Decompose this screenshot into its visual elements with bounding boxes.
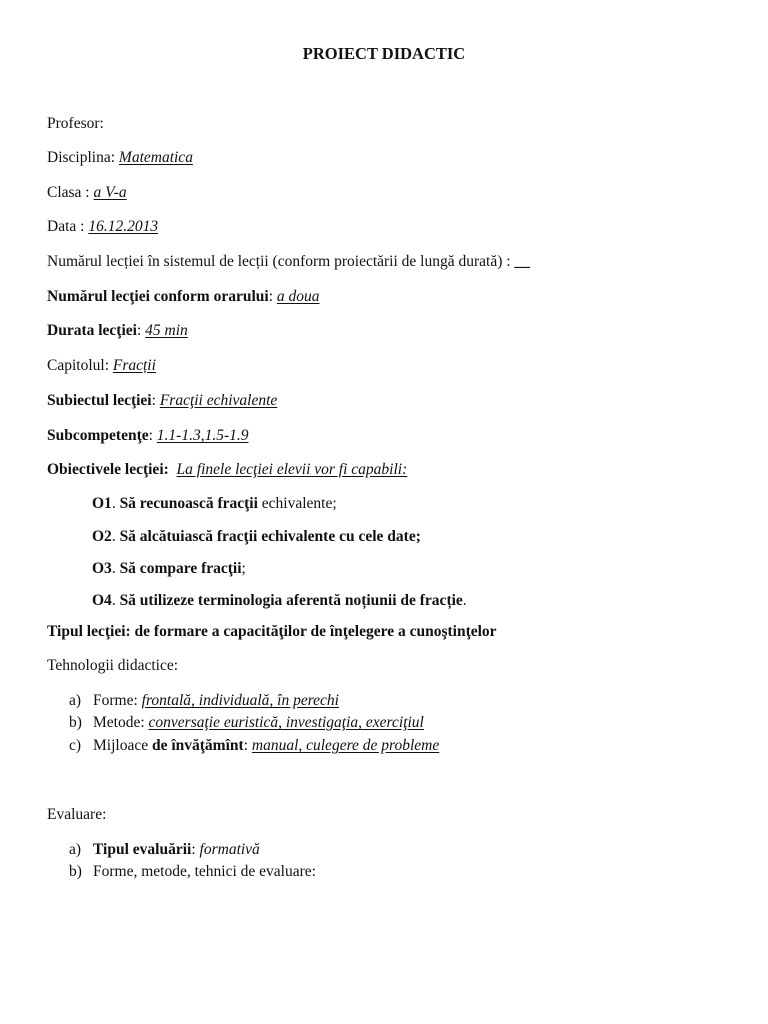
page-title: PROIECT DIDACTIC [302, 44, 466, 63]
clasa-label: Clasa : [47, 184, 94, 201]
evaluare-item-a [69, 840, 260, 860]
item-value: manual, culegere de probleme [251, 737, 440, 754]
data-label: Data : [47, 218, 89, 235]
durata-label: Durata lecţiei [47, 322, 137, 339]
tehnologii-heading [47, 656, 178, 676]
item-label-bold: de învăţămînt [148, 737, 244, 754]
profesor-line [47, 114, 104, 134]
nr-sistem-label: Numărul lecției în sistemul de lecții (conform proiectării de lungă durată) : [47, 253, 515, 270]
tipul-line [47, 622, 497, 642]
item-value: frontală, individuală, în perechi [141, 692, 339, 709]
objective-text-rest: . [462, 592, 467, 609]
list-marker: b) [69, 714, 82, 731]
nr-sistem-line [47, 252, 530, 272]
objective-o1 [92, 494, 337, 514]
objective-o4 [92, 591, 467, 611]
obiective-label: Obiectivele lecţiei: [47, 461, 169, 478]
item-value: formativă [199, 841, 260, 858]
nr-orar-line [47, 287, 320, 307]
subcompetente-sep: : [148, 427, 157, 444]
disciplina-line [47, 148, 193, 168]
objective-code: O3 [92, 560, 112, 577]
objective-code: O1 [92, 495, 112, 512]
clasa-line [47, 183, 127, 203]
objective-text: Să alcătuiască fracţii echivalente cu cele date; [119, 528, 421, 545]
item-label: Metode: [93, 714, 149, 731]
subcompetente-line [47, 426, 249, 446]
nr-orar-sep: : [268, 288, 277, 305]
capitolul-line [47, 356, 156, 376]
durata-sep: : [136, 322, 146, 339]
item-sep: : [243, 737, 252, 754]
disciplina-label: Disciplina: [47, 149, 119, 166]
capitolul-value: Fracții [112, 357, 156, 374]
obiective-value: La finele lecţiei elevii vor fi capabili: [176, 461, 408, 478]
item-sep: : [191, 841, 200, 858]
data-value: 16.12.2013 [88, 218, 159, 235]
durata-line [47, 321, 188, 341]
objective-sep: . [111, 528, 120, 545]
tipul-rest: : de formare a capacităţilor de înţelegere a cunoştinţelor [125, 623, 497, 640]
evaluare-label: Evaluare: [47, 806, 107, 823]
objective-o2 [92, 527, 421, 547]
item-label: Forme: [93, 692, 142, 709]
capitolul-label: Capitolul: [47, 357, 113, 374]
objective-code: O4 [92, 592, 112, 609]
durata-value: 45 min [145, 322, 188, 339]
objective-text-rest: ; [241, 560, 246, 577]
data-line [47, 217, 158, 237]
tehnologii-label: Tehnologii didactice: [47, 657, 179, 674]
profesor-label: Profesor: [47, 115, 104, 132]
subcompetente-value: 1.1-1.3,1.5-1.9 [156, 427, 249, 444]
subiectul-label: Subiectul lecţiei [47, 392, 152, 409]
list-marker: c) [69, 737, 82, 754]
objective-text: Să compare fracţii [119, 560, 242, 577]
subiectul-sep: : [151, 392, 160, 409]
subiectul-value: Fracţii echivalente [159, 392, 278, 409]
nr-orar-value: a doua [276, 288, 320, 305]
evaluare-heading [47, 805, 106, 825]
objective-text-rest: echivalente; [257, 495, 337, 512]
tehnologii-item-a [69, 691, 339, 711]
list-marker: a) [69, 841, 82, 858]
disciplina-value: Matematica [118, 149, 193, 166]
tehnologii-item-b [69, 713, 424, 733]
item-label: Mijloace [93, 737, 149, 754]
objective-sep: . [111, 560, 120, 577]
list-marker: a) [69, 692, 82, 709]
objective-code: O2 [92, 528, 112, 545]
evaluare-item-b [69, 862, 316, 882]
objective-sep: . [111, 592, 120, 609]
nr-orar-label: Numărul lecţiei conform orarului [47, 288, 269, 305]
subcompetente-label: Subcompetenţe [47, 427, 149, 444]
objective-o3 [92, 559, 246, 579]
item-label: Tipul evaluării [93, 841, 192, 858]
item-label: Forme, metode, tehnici de evaluare: [93, 863, 316, 880]
list-marker: b) [69, 863, 82, 880]
tipul-label: Tipul lecţiei [47, 623, 126, 640]
item-value: conversaţie euristică, investigaţia, exerciţiul [148, 714, 424, 731]
objective-sep: . [111, 495, 120, 512]
tehnologii-item-c [69, 736, 439, 756]
subiectul-line [47, 391, 277, 411]
clasa-value: a V-a [93, 184, 127, 201]
obiective-line [47, 460, 407, 480]
nr-sistem-value: __ [514, 253, 530, 270]
objective-text: Să utilizeze terminologia aferentă noțiunii de fracție [119, 592, 463, 609]
objective-text: Să recunoască fracţii [119, 495, 258, 512]
